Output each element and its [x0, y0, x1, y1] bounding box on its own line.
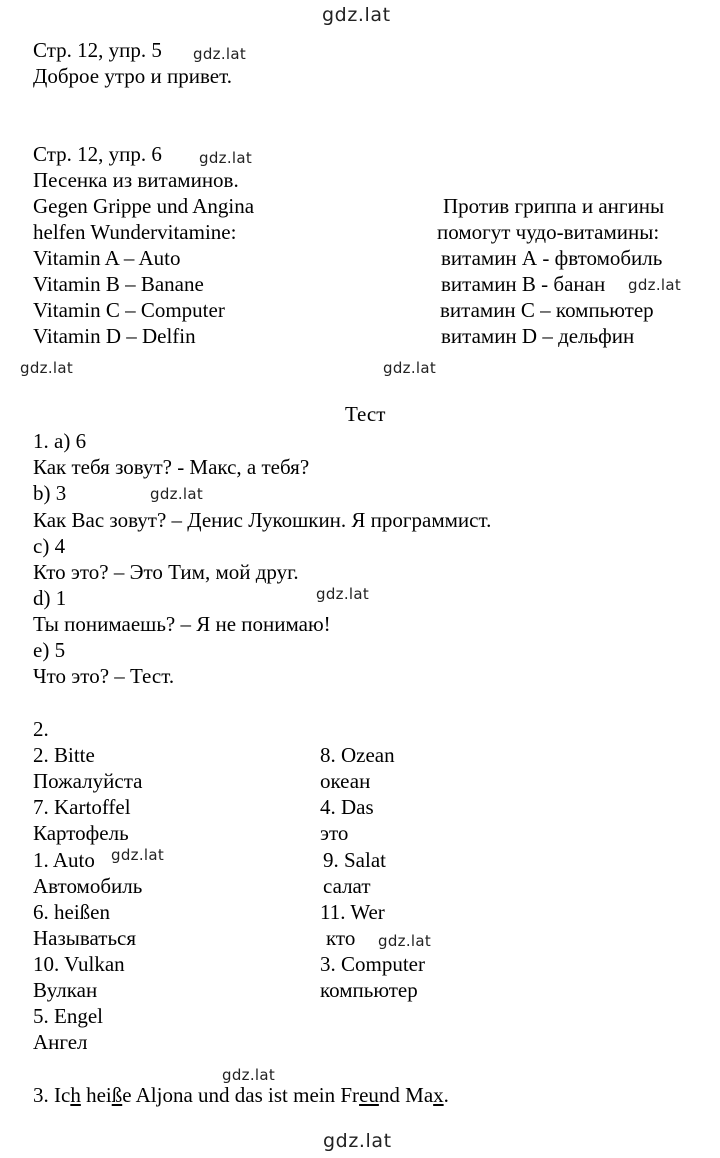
- watermark: gdz.lat: [193, 45, 247, 63]
- watermark: gdz.lat: [323, 1130, 392, 1152]
- word-item: 2. Bitte: [33, 743, 95, 767]
- word-item: 7. Kartoffel: [33, 795, 131, 819]
- sentence-part: hei: [80, 1083, 112, 1107]
- test-title: Тест: [345, 402, 386, 426]
- watermark: gdz.lat: [383, 359, 437, 377]
- song-russian-line: витамин С – компьютер: [440, 298, 654, 322]
- ex5-heading: Стр. 12, упр. 5: [33, 38, 162, 62]
- task1-line: c) 4: [33, 534, 66, 558]
- song-german-line: Vitamin D – Delfin: [33, 324, 196, 348]
- task2-label: 2.: [33, 717, 49, 741]
- word-item: Автомобиль: [33, 874, 143, 898]
- song-german-line: Vitamin A – Auto: [33, 246, 181, 270]
- ex6-subtitle: Песенка из витаминов.: [33, 168, 239, 192]
- word-item: 6. heißen: [33, 900, 110, 924]
- watermark: gdz.lat: [628, 276, 682, 294]
- word-item: 4. Das: [320, 795, 374, 819]
- song-german-line: helfen Wundervitamine:: [33, 220, 237, 244]
- task3-sentence: [33, 1082, 449, 1108]
- song-russian-line: витамин А - фвтомобиль: [441, 246, 663, 270]
- sentence-part: e Aljona und das ist mein Fr: [122, 1083, 360, 1107]
- ex6-heading: Стр. 12, упр. 6: [33, 142, 162, 166]
- task1-line: e) 5: [33, 638, 66, 662]
- song-german-line: Vitamin C – Computer: [33, 298, 225, 322]
- underlined-sound: eu: [359, 1083, 379, 1107]
- word-item: 9. Salat: [323, 848, 386, 872]
- task1-line: Как тебя зовут? - Макс, а тебя?: [33, 455, 310, 479]
- song-russian-line: Против гриппа и ангины: [443, 194, 665, 218]
- task1-line: Кто это? – Это Тим, мой друг.: [33, 560, 299, 584]
- task1-line: Ты понимаешь? – Я не понимаю!: [33, 612, 331, 636]
- watermark: gdz.lat: [150, 485, 204, 503]
- watermark: gdz.lat: [316, 585, 370, 603]
- song-german-line: Gegen Grippe und Angina: [33, 194, 255, 218]
- song-german-line: Vitamin B – Banane: [33, 272, 204, 296]
- song-russian-line: витамин В - банан: [441, 272, 606, 296]
- watermark: gdz.lat: [111, 846, 165, 864]
- watermark: gdz.lat: [322, 4, 391, 26]
- word-item: 8. Ozean: [320, 743, 395, 767]
- song-russian-line: помогут чудо-витамины:: [437, 220, 660, 244]
- word-item: это: [320, 821, 349, 845]
- word-item: кто: [326, 926, 356, 950]
- word-item: Ангел: [33, 1030, 88, 1054]
- word-item: Картофель: [33, 821, 129, 845]
- watermark: gdz.lat: [199, 149, 253, 167]
- task1-line: Как Вас зовут? – Денис Лукошкин. Я программист.: [33, 508, 492, 532]
- word-item: 10. Vulkan: [33, 952, 125, 976]
- word-item: Вулкан: [33, 978, 98, 1002]
- word-item: Называться: [33, 926, 137, 950]
- task1-line: b) 3: [33, 481, 67, 505]
- task1-line: 1. a) 6: [33, 429, 87, 453]
- sentence-part: .: [443, 1083, 449, 1107]
- task1-line: Что это? – Тест.: [33, 664, 175, 688]
- word-item: 11. Wer: [320, 900, 385, 924]
- watermark: gdz.lat: [378, 932, 432, 950]
- task1-line: d) 1: [33, 586, 67, 610]
- word-item: Пожалуйста: [33, 769, 143, 793]
- ex5-text: Доброе утро и привет.: [33, 64, 232, 88]
- word-item: 3. Computer: [320, 952, 425, 976]
- word-item: салат: [323, 874, 371, 898]
- sentence-part: nd Ma: [378, 1083, 434, 1107]
- sentence-part: 3. Ic: [33, 1083, 71, 1107]
- watermark: gdz.lat: [20, 359, 74, 377]
- word-item: 1. Auto: [33, 848, 95, 872]
- underlined-sound: x: [433, 1083, 444, 1107]
- word-item: компьютер: [320, 978, 418, 1002]
- word-item: океан: [320, 769, 371, 793]
- watermark: gdz.lat: [222, 1066, 276, 1084]
- underlined-sound: ß: [111, 1083, 123, 1107]
- song-russian-line: витамин D – дельфин: [441, 324, 635, 348]
- word-item: 5. Engel: [33, 1004, 103, 1028]
- underlined-sound: h: [70, 1083, 81, 1107]
